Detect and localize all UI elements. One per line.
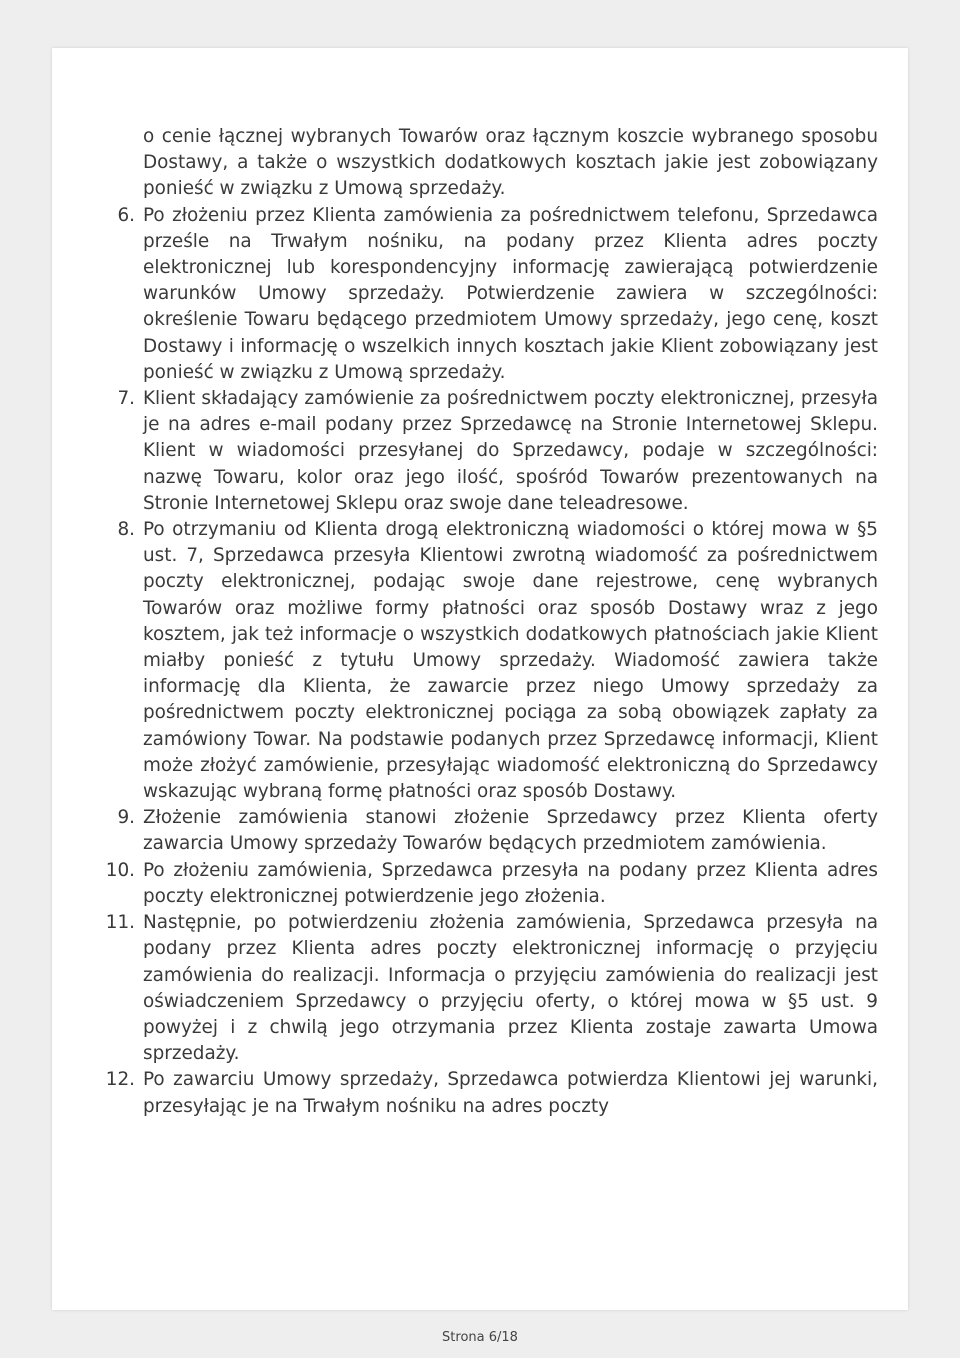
page-content [105,124,878,1120]
item-text: Następnie, po potwierdzeniu złożenia zamówienia, Sprzedawca przesyła na podany przez Klienta adres poczty elektronicznej informację o przyjęciu zamówienia do realizacji. Informacja o przyjęciu zamówienia do realizacji jest oświadczeniem Sprzedawcy o przyjęciu oferty, o której mowa w §5 ust. 9 powyżej i z chwilą jego otrzymania przez Klienta zostaje zawarta Umowa sprzedaży. [143,912,878,1065]
item-number: 11. [105,912,135,934]
item-text: Złożenie zamówienia stanowi złożenie Sprzedawcy przez Klienta oferty zawarcia Umowy sprzedaży Towarów będących przedmiotem zamówienia. [143,807,878,855]
item-text: Po zawarciu Umowy sprzedaży, Sprzedawca potwierdza Klientowi jej warunki, przesyłając je na Trwałym nośniku na adres poczty [143,1069,878,1117]
page-number-footer: Strona 6/18 [442,1330,518,1345]
list-item-12 [105,1067,878,1119]
continuation-paragraph: o cenie łącznej wybranych Towarów oraz łącznym koszcie wybranego sposobu Dostawy, a także o wszystkich dodatkowych kosztach jakie jest zobowiązany ponieść w związku z Umową sprzedaży. [143,126,878,200]
item-number: 10. [105,859,135,881]
list-item-10 [105,858,878,910]
item-text: Po złożeniu zamówienia, Sprzedawca przesyła na podany przez Klienta adres poczty elektronicznej potwierdzenie jego złożenia. [143,859,878,907]
list-item-6 [117,203,878,386]
item-text: Po otrzymaniu od Klienta drogą elektroniczną wiadomości o której mowa w §5 ust. 7, Sprzedawca przesyła Klientowi zwrotną wiadomość za pośrednictwem poczty elektronicznej, podając swoje dane rejestrowe, cenę wybranych Towarów oraz możliwe formy płatności oraz sposób Dostawy wraz z jego kosztem, jak też informacje o wszystkich dodatkowych płatnościach jakie Klient miałby ponieść z tytułu Umowy sprzedaży. Wiadomość zawiera także informację dla Klienta, że zawarcie przez niego Umowy sprzedaży za pośrednictwem poczty elektronicznej pociąga za sobą obowiązek zapłaty za zamówiony Towar. Na podstawie podanych przez Sprzedawcę informacji, Klient może złożyć zamówienie, przesyłając wiadomość elektroniczną do Sprzedawcy wskazując wybraną formę płatności oraz sposób Dostawy. [143,519,878,803]
list-item-9 [117,805,878,857]
item-text: Po złożeniu przez Klienta zamówienia za pośrednictwem telefonu, Sprzedawca prześle na Trwałym nośniku, na podany przez Klienta adres poczty elektronicznej lub korespondencyjny informację zawierającą potwierdzenie warunków Umowy sprzedaży. Potwierdzenie zawiera w szczególności: określenie Towaru będącego przedmiotem Umowy sprzedaży, jego cenę, koszt Dostawy i informację o wszelkich innych kosztach jakie Klient zobowiązany jest ponieść w związku z Umową sprzedaży. [143,204,878,383]
list-item-11 [105,910,878,1067]
item-text: Klient składający zamówienie za pośrednictwem poczty elektronicznej, przesyła je na adres e-mail podany przez Sprzedawcę na Stronie Internetowej Sklepu. Klient w wiadomości przesyłanej do Sprzedawcy, podaje w szczególności: nazwę Towaru, kolor oraz jego ilość, spośród Towarów prezentowanych na Stronie Internetowej Sklepu oraz swoje dane teleadresowe. [143,388,878,514]
item-number: 6. [117,204,135,226]
item-number: 7. [117,388,135,410]
item-number: 12. [105,1069,135,1091]
document-page [52,48,908,1310]
item-number: 8. [117,519,135,541]
list-item-8 [117,517,878,805]
item-number: 9. [117,807,135,829]
list-item-7 [117,386,878,517]
